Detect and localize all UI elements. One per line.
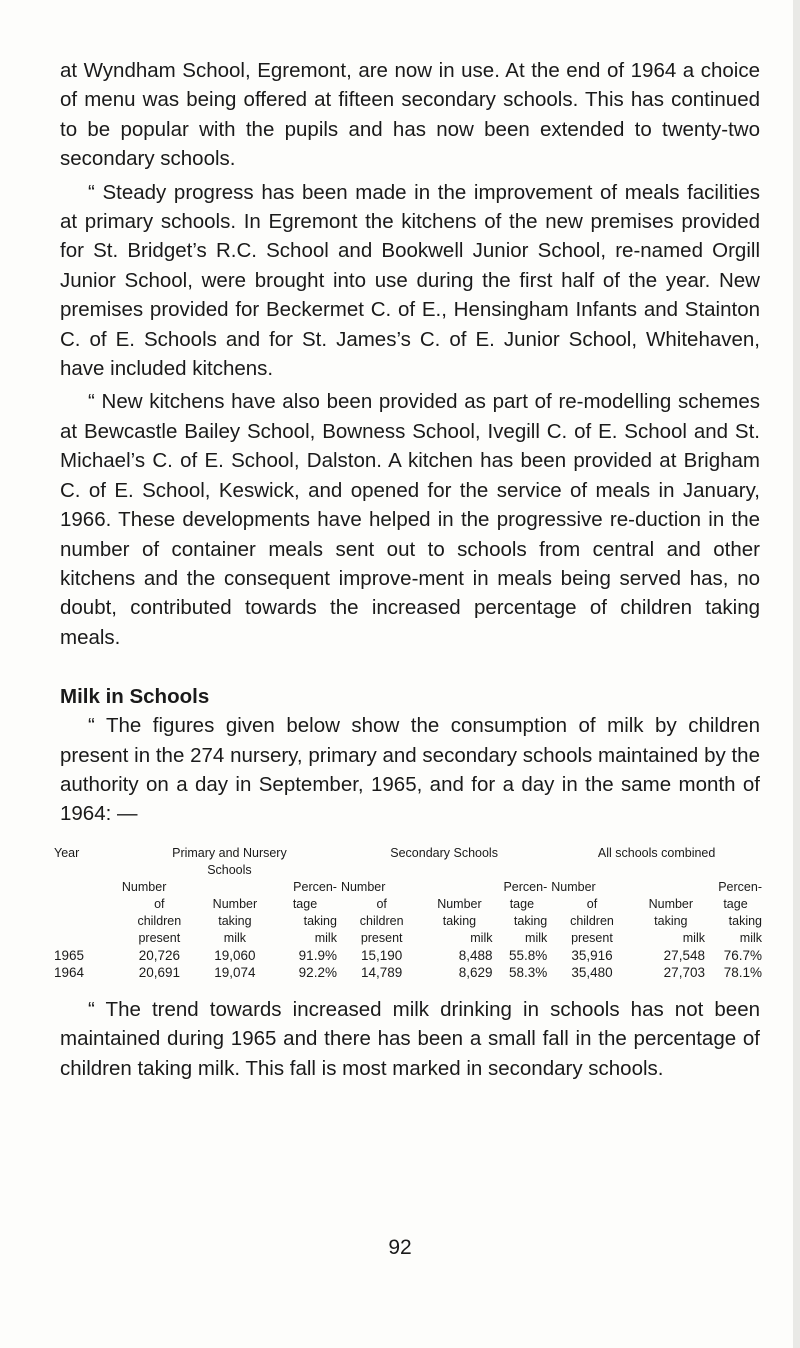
table-row <box>52 964 764 981</box>
sub-header-cell: present <box>138 930 181 945</box>
value-cell: 76.7% <box>723 947 762 963</box>
value-cell: 8,629 <box>458 964 493 980</box>
sub-header-cell: Number <box>551 879 596 894</box>
page-edge-shadow <box>793 0 800 1348</box>
milk-consumption-table <box>52 845 764 981</box>
sub-header-cell: milk <box>470 930 493 945</box>
page-number: 92 <box>388 1236 412 1259</box>
sub-header-cell: milk <box>223 930 247 945</box>
sub-header-cell: Number <box>121 879 167 894</box>
sub-header-cell: milk <box>739 930 762 945</box>
table-header-group-row-2 <box>52 862 764 879</box>
group-header-primary-line2: Schools <box>207 862 252 877</box>
value-cell: 20,726 <box>138 947 180 963</box>
sub-header-cell: milk <box>314 930 337 945</box>
sub-header-cell: Number <box>340 879 386 894</box>
value-cell: 35,480 <box>571 964 613 980</box>
sub-header-cell: Percen- <box>503 879 548 894</box>
sub-header-cell: taking <box>654 913 688 928</box>
sub-header-cell: children <box>137 913 182 928</box>
value-cell: 27,548 <box>663 947 705 963</box>
sub-header-cell: present <box>571 930 613 945</box>
paragraph-1: at Wyndham School, Egremont, are now in use. At the end of 1964 a choice of menu was being offered at fifteen secondary schools. This has continued to be popular with the pupils and has now been extended to twenty-two secondary schools. <box>60 59 760 171</box>
milk-intro-paragraph: “ The figures given below show the consumption of milk by children present in the 274 nursery, primary and secondary schools maintained by the authority on a day in September, 1965, and for a day in the same month of 1964: — <box>60 714 760 826</box>
sub-header-cell: of <box>376 896 387 911</box>
closing-paragraph: “ The trend towards increased milk drinking in schools has not been maintained during 1965 and there has been a small fall in the percentage of children taking milk. This fall is most marked in secondary schools. <box>60 997 760 1080</box>
sub-header-cell: children <box>570 913 614 928</box>
table-header-group-row <box>52 845 764 862</box>
sub-header-cell: taking <box>513 913 548 928</box>
sub-header-cell: tage <box>292 896 318 911</box>
sub-header-cell: tage <box>509 896 535 911</box>
sub-header-cell: taking <box>218 913 252 928</box>
value-cell: 35,916 <box>571 947 613 963</box>
year-cell: 1964 <box>54 964 85 980</box>
sub-header-cell: Number <box>648 896 694 911</box>
sub-header-cell: taking <box>442 913 477 928</box>
value-cell: 58.3% <box>508 964 548 980</box>
table-subheader-row-1 <box>52 879 764 896</box>
value-cell: 8,488 <box>458 947 493 963</box>
table-subheader-row-3 <box>52 913 764 930</box>
sub-header-cell: milk <box>525 930 548 945</box>
value-cell: 20,691 <box>138 964 180 980</box>
value-cell: 15,190 <box>361 947 403 963</box>
group-header-secondary: Secondary Schools <box>390 845 498 860</box>
group-header-primary: Primary and Nursery <box>172 845 287 860</box>
sub-header-cell: milk <box>682 930 705 945</box>
year-cell: 1965 <box>54 947 85 963</box>
value-cell: 55.8% <box>508 947 548 963</box>
sub-header-cell: Number <box>437 896 482 911</box>
sub-header-cell: Percen- <box>718 879 762 894</box>
sub-header-cell: Number <box>212 896 258 911</box>
value-cell: 92.2% <box>298 964 337 980</box>
section-heading: Milk in Schools <box>60 685 210 709</box>
sub-header-cell: present <box>360 930 403 945</box>
sub-header-cell: of <box>586 896 598 911</box>
table-subheader-row-2 <box>52 896 764 913</box>
value-cell: 19,060 <box>214 947 256 963</box>
value-cell: 91.9% <box>298 947 337 963</box>
sub-header-cell: taking <box>303 913 337 928</box>
group-header-all: All schools combined <box>597 845 716 860</box>
sub-header-cell: Percen- <box>293 879 337 894</box>
value-cell: 14,789 <box>361 964 403 980</box>
value-cell: 78.1% <box>723 964 762 980</box>
value-cell: 27,703 <box>663 964 705 980</box>
table-subheader-row-4 <box>52 930 764 947</box>
table-row <box>52 947 764 964</box>
value-cell: 19,074 <box>214 964 256 980</box>
paragraph-3: “ New kitchens have also been provided as part of re-modelling schemes at Bewcastle Bailey School, Bowness School, Ivegill C. of E. School and St. Michael’s C. of E. School, Dalston. A kitchen has been provided at Brigham C. of E. School, Keswick, and opened for the service of meals in January, 1966. These developments have helped in the progressive re-duction in the number of container meals sent out to schools from central and other kitchens and the consequent improve-ment in meals being served has, no doubt, contributed towards the increased percentage of children taking meals. <box>60 390 760 649</box>
paragraph-2: “ Steady progress has been made in the improvement of meals facilities at primary schools. In Egremont the kitchens of the new premises provided for St. Bridget’s R.C. School and Bookwell Junior School, re-named Orgill Junior School, were brought into use during the first half of the year. New premises provided for Beckermet C. of E., Hensingham Infants and Stainton C. of E. Schools and for St. James’s C. of E. Junior School, Whitehaven, have included kitchens. <box>60 180 760 381</box>
sub-header-cell: taking <box>728 913 762 928</box>
sub-header-cell: tage <box>723 896 748 911</box>
sub-header-cell: children <box>359 913 404 928</box>
year-header: Year <box>54 845 80 860</box>
document-page <box>54 56 762 1083</box>
sub-header-cell: of <box>154 896 165 911</box>
